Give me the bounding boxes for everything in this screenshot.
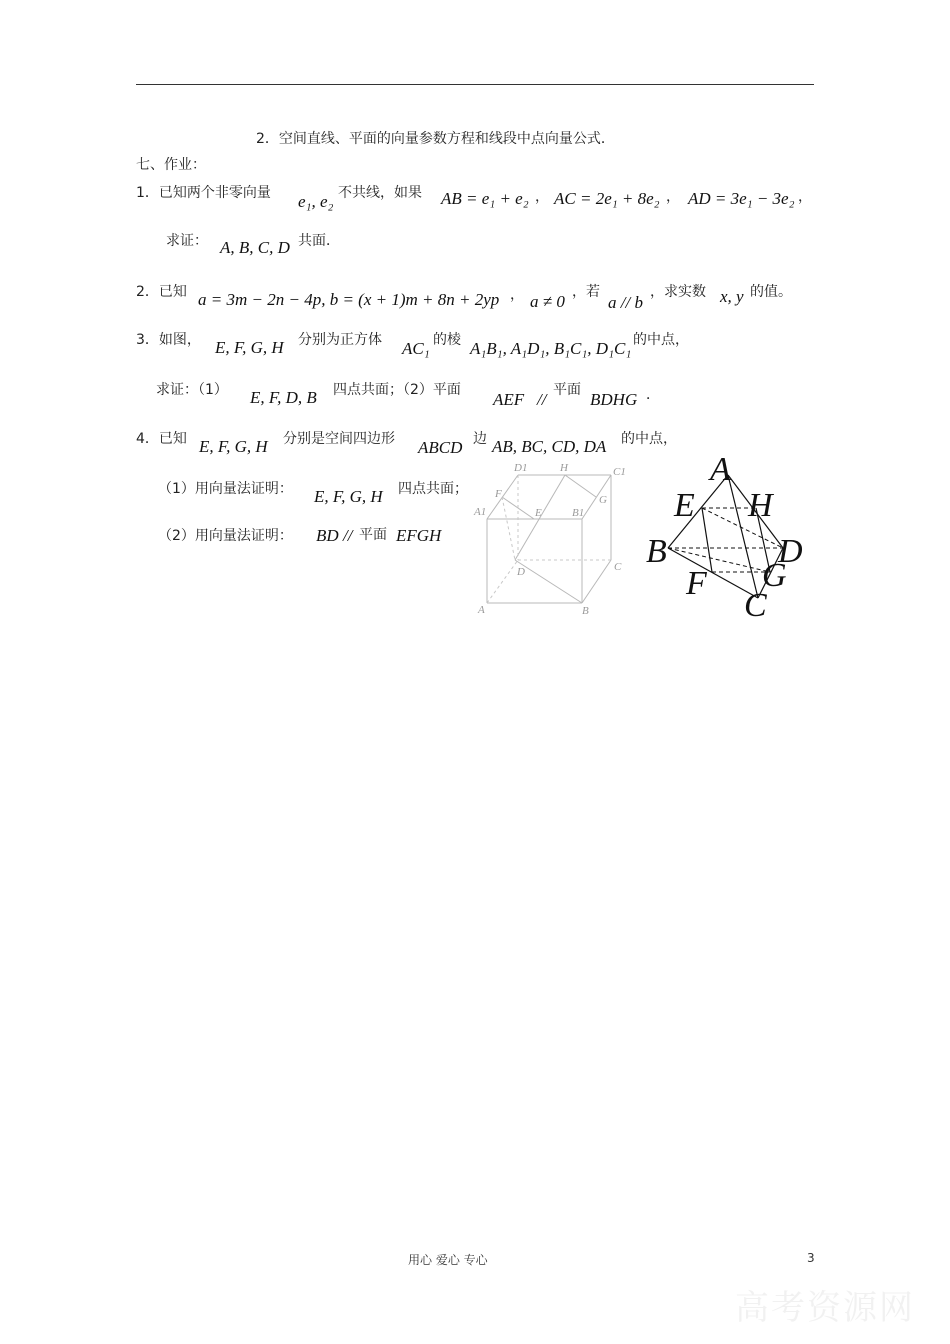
q3-dot: ． xyxy=(646,387,660,403)
q2-xy: x, y xyxy=(720,287,744,306)
tetra-label-C: C xyxy=(744,587,767,624)
cube-label-G: G xyxy=(599,494,607,506)
q4-sub1-text: 四点共面； xyxy=(398,481,468,497)
q3-edges: A₁B₁, A₁D₁, B₁C₁, D₁C₁ xyxy=(470,339,632,358)
q3-text2: 的棱 xyxy=(433,332,461,348)
cube-label-D1: D1 xyxy=(514,462,528,474)
q4-number: 4．已知 xyxy=(136,431,187,447)
page-number: 3 xyxy=(807,1251,815,1265)
q1-comma-1: ， xyxy=(535,189,549,205)
header-rule xyxy=(136,84,814,85)
q1-eq-ac: AC = 2e₁ + 8e₂ xyxy=(554,189,660,208)
q4-text2: 边 xyxy=(473,431,487,447)
tetra-label-H: H xyxy=(748,487,773,524)
q2-comma: ， xyxy=(510,287,524,303)
tetra-label-F: F xyxy=(686,565,707,602)
q4-sub2-plane: 平面 xyxy=(359,527,387,543)
tetra-label-A: A xyxy=(710,451,731,488)
q3-plane1: AEF xyxy=(493,390,525,409)
q2-value: 的值。 xyxy=(750,284,792,300)
q3-text3: 的中点， xyxy=(633,332,689,348)
footer-slogan: 用心 爱心 专心 xyxy=(408,1253,488,1267)
q1-eq-ab: AB = e₁ + e₂ xyxy=(441,189,529,208)
q4-text3: 的中点， xyxy=(621,431,677,447)
q2-condition: a ≠ 0 xyxy=(530,292,565,311)
q1-eq-ad: AD = 3e₁ − 3e₂ xyxy=(688,189,795,208)
homework-heading: 七、作业： xyxy=(136,157,206,173)
cube-label-C: C xyxy=(614,561,622,573)
q4-quad: ABCD xyxy=(418,438,463,457)
q1-coplanar: 共面． xyxy=(298,233,340,249)
q3-four-points: E, F, D, B xyxy=(250,388,317,407)
q3-points: E, F, G, H xyxy=(215,338,284,357)
q3-text1: 分别为正方体 xyxy=(298,332,382,348)
q1-comma-2: ， xyxy=(666,189,680,205)
q2-number: 2．已知 xyxy=(136,284,187,300)
cube-label-F: F xyxy=(495,488,502,500)
cube-label-B1: B1 xyxy=(572,507,585,519)
tetra-label-G: G xyxy=(762,557,787,594)
q1-comma-3: ， xyxy=(798,189,812,205)
cube-label-A: A xyxy=(478,604,485,616)
q2-ask: ，求实数 xyxy=(650,284,706,300)
cube-figure xyxy=(470,455,645,620)
q3-text4: 四点共面；（2）平面 xyxy=(333,382,461,398)
q4-edges: AB, BC, CD, DA xyxy=(492,437,607,456)
q4-points: E, F, G, H xyxy=(199,437,268,456)
q2-equation: a = 3m − 2n − 4p, b = (x + 1)m + 8n + 2yp xyxy=(198,290,500,309)
q4-sub2-label: （2）用向量法证明： xyxy=(158,528,293,544)
tetra-label-B: B xyxy=(646,533,667,570)
q3-plane2: BDHG xyxy=(590,390,638,409)
cube-label-A1: A1 xyxy=(474,506,487,518)
summary-item-2: 2．空间直线、平面的向量参数方程和线段中点向量公式． xyxy=(256,131,615,147)
q2-if: ，若 xyxy=(572,284,600,300)
q3-plane-word: 平面 xyxy=(553,382,581,398)
q4-text1: 分别是空间四边形 xyxy=(283,431,395,447)
q1-vectors: e₁, e₂ xyxy=(298,192,334,211)
q1-noncollinear: 不共线，如果 xyxy=(338,185,422,201)
cube-label-D: D xyxy=(517,566,525,578)
q2-parallel: a // b xyxy=(608,293,643,312)
tetra-label-D: D xyxy=(778,533,803,570)
q3-number: 3．如图， xyxy=(136,332,201,348)
cube-label-B: B xyxy=(582,605,589,617)
tetrahedron-figure xyxy=(640,450,820,625)
watermark: 高考资源网 xyxy=(735,1288,915,1328)
cube-label-E: E xyxy=(535,507,542,519)
q4-sub1-points: E, F, G, H xyxy=(314,487,383,506)
q4-sub1-label: （1）用向量法证明： xyxy=(158,481,293,497)
cube-label-C1: C1 xyxy=(613,466,626,478)
q3-parallel: // xyxy=(537,390,547,409)
q3-prove-label: 求证：（1） xyxy=(156,382,228,398)
q4-sub2-parallel: // xyxy=(343,526,353,545)
q4-sub2-bd: BD xyxy=(316,526,339,545)
q1-prove-label: 求证： xyxy=(166,233,208,249)
cube-label-H: H xyxy=(560,462,568,474)
q1-points: A, B, C, D xyxy=(220,238,290,257)
q3-cube: AC₁ xyxy=(402,339,430,358)
q1-number: 1．已知两个非零向量 xyxy=(136,185,271,201)
q4-sub2-efgh: EFGH xyxy=(396,526,442,545)
tetra-label-E: E xyxy=(674,487,695,524)
